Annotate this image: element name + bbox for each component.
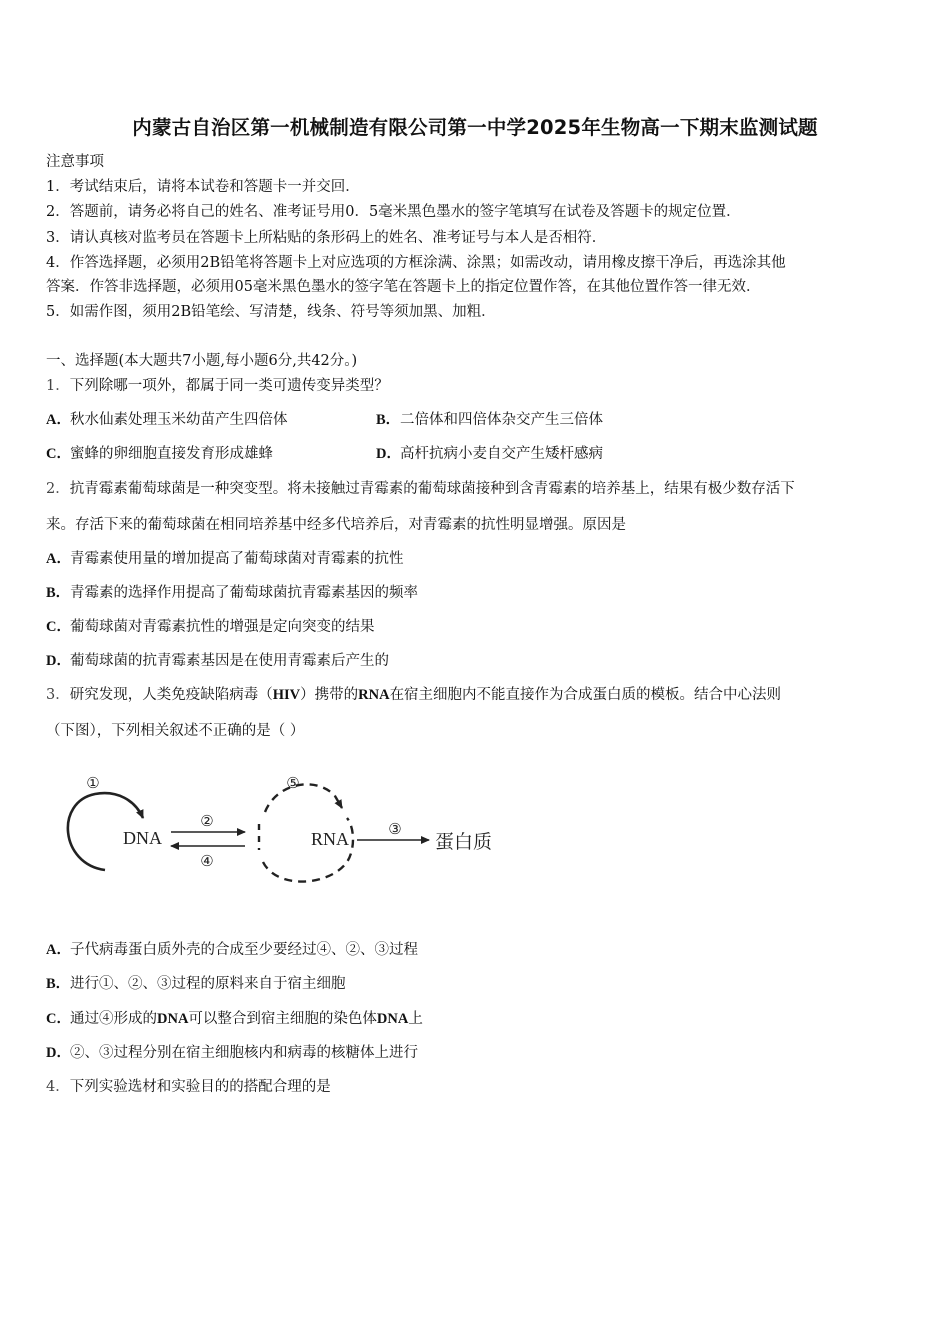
label-5: ⑤ bbox=[286, 776, 300, 792]
option-text: 秋水仙素处理玉米幼苗产生四倍体 bbox=[70, 412, 288, 428]
q1-option-a[interactable] bbox=[46, 410, 288, 430]
q2-option-b[interactable] bbox=[46, 583, 418, 603]
question-number: 3． bbox=[46, 687, 70, 703]
question-2-cont: 来。存活下来的葡萄球菌在相同培养基中经多代培养后，对青霉素的抗性明显增强。原因是 bbox=[46, 517, 626, 533]
question-stem: 下列实验选材和实验目的的搭配合理的是 bbox=[69, 1079, 331, 1095]
option-label: C． bbox=[46, 619, 71, 635]
notice-item-1: 1．考试结束后，请将本试卷和答题卡一并交回． bbox=[46, 179, 360, 195]
label-3: ③ bbox=[388, 822, 402, 838]
stem-hiv: HIV bbox=[272, 687, 301, 703]
dna-term: DNA bbox=[376, 1011, 409, 1027]
option-label: D． bbox=[46, 1045, 71, 1061]
option-text: ②、③过程分别在宿主细胞核内和病毒的核糖体上进行 bbox=[70, 1045, 418, 1061]
dna-term: DNA bbox=[157, 1011, 189, 1027]
protein-label: 蛋白质 bbox=[435, 831, 493, 853]
notice-item-4-cont: 答案．作答非选择题，必须用05毫米黑色墨水的签字笔在答题卡上的指定位置作答，在其他位置作答一律无效． bbox=[46, 279, 761, 295]
option-label: B． bbox=[376, 412, 401, 428]
section-heading: 一、选择题(本大题共7小题,每小题6分,共42分。) bbox=[46, 353, 358, 369]
option-label: D． bbox=[376, 446, 401, 462]
option-text: 青霉素使用量的增加提高了葡萄球菌对青霉素的抗性 bbox=[70, 551, 404, 567]
option-label: A． bbox=[46, 942, 71, 958]
option-label: C． bbox=[46, 1011, 71, 1027]
option-text: 二倍体和四倍体杂交产生三倍体 bbox=[400, 412, 603, 428]
q3-option-b[interactable] bbox=[46, 974, 346, 994]
option-label: D． bbox=[46, 653, 71, 669]
central-dogma-diagram bbox=[55, 762, 515, 892]
option-text: 高杆抗病小麦自交产生矮杆感病 bbox=[400, 446, 603, 462]
question-1 bbox=[46, 376, 389, 396]
question-3-cont: （下图），下列相关叙述不正确的是（ ） bbox=[46, 723, 305, 739]
notice-heading: 注意事项 bbox=[46, 154, 104, 170]
rna-label: RNA bbox=[311, 829, 350, 849]
option-label: C． bbox=[46, 446, 71, 462]
question-stem-line-1: 抗青霉素葡萄球菌是一种突变型。将未接触过青霉素的葡萄球菌接种到含青霉素的培养基上，结果有极少数存活下 bbox=[69, 481, 795, 497]
option-text: 子代病毒蛋白质外壳的合成至少要经过④、②、③过程 bbox=[70, 942, 418, 958]
notice-item-2: 2．答题前，请务必将自己的姓名、准考证号用0．5毫米黑色墨水的签字笔填写在试卷及答题卡的规定位置． bbox=[46, 204, 741, 220]
q1-option-b[interactable] bbox=[376, 410, 603, 430]
option-text: 可以整合到宿主细胞的染色体 bbox=[188, 1011, 377, 1027]
dna-label: DNA bbox=[123, 828, 162, 848]
page-title: 内蒙古自治区第一机械制造有限公司第一中学2025年生物高一下期末监测试题 bbox=[132, 116, 818, 139]
q1-option-c[interactable] bbox=[46, 444, 273, 464]
question-2 bbox=[46, 479, 795, 499]
q2-option-d[interactable] bbox=[46, 651, 389, 671]
question-3 bbox=[46, 685, 781, 705]
q2-option-c[interactable] bbox=[46, 617, 375, 637]
label-1: ① bbox=[86, 776, 100, 792]
option-text: 青霉素的选择作用提高了葡萄球菌抗青霉素基因的频率 bbox=[70, 585, 418, 601]
option-text: 葡萄球菌的抗青霉素基因是在使用青霉素后产生的 bbox=[70, 653, 389, 669]
stem-part: 在宿主细胞内不能直接作为合成蛋白质的模板。结合中心法则 bbox=[389, 687, 782, 703]
option-text: 进行①、②、③过程的原料来自于宿主细胞 bbox=[70, 976, 346, 992]
option-label: B． bbox=[46, 976, 71, 992]
label-2: ② bbox=[200, 814, 214, 830]
stem-rna: RNA bbox=[358, 687, 390, 703]
option-text: 蜜蜂的卵细胞直接发育形成雄蜂 bbox=[70, 446, 273, 462]
stem-part: ）携带的 bbox=[300, 687, 359, 703]
q3-option-a[interactable] bbox=[46, 940, 418, 960]
question-stem: 下列除哪一项外，都属于同一类可遗传变异类型？ bbox=[69, 378, 389, 394]
label-4: ④ bbox=[200, 854, 214, 870]
option-text: 上 bbox=[408, 1011, 423, 1027]
notice-item-5: 5．如需作图，须用2B铅笔绘、写清楚，线条、符号等须加黑、加粗． bbox=[46, 304, 496, 320]
option-label: A． bbox=[46, 412, 71, 428]
q2-option-a[interactable] bbox=[46, 549, 404, 569]
question-4 bbox=[46, 1077, 331, 1097]
question-number: 4． bbox=[46, 1079, 70, 1095]
question-number: 2． bbox=[46, 481, 70, 497]
option-text: 通过④形成的 bbox=[70, 1011, 157, 1027]
stem-part: 研究发现，人类免疫缺陷病毒（ bbox=[69, 687, 273, 703]
option-label: A． bbox=[46, 551, 71, 567]
notice-item-4: 4．作答选择题，必须用2B铅笔将答题卡上对应选项的方框涂满、涂黑；如需改动，请用橡皮擦干净后，再选涂其他 bbox=[46, 255, 786, 271]
q3-option-c[interactable] bbox=[46, 1009, 423, 1029]
q3-option-d[interactable] bbox=[46, 1043, 418, 1063]
option-text: 葡萄球菌对青霉素抗性的增强是定向突变的结果 bbox=[70, 619, 375, 635]
question-number: 1． bbox=[46, 378, 70, 394]
notice-item-3: 3．请认真核对监考员在答题卡上所粘贴的条形码上的姓名、准考证号与本人是否相符． bbox=[46, 230, 607, 246]
option-label: B． bbox=[46, 585, 71, 601]
q1-option-d[interactable] bbox=[376, 444, 603, 464]
